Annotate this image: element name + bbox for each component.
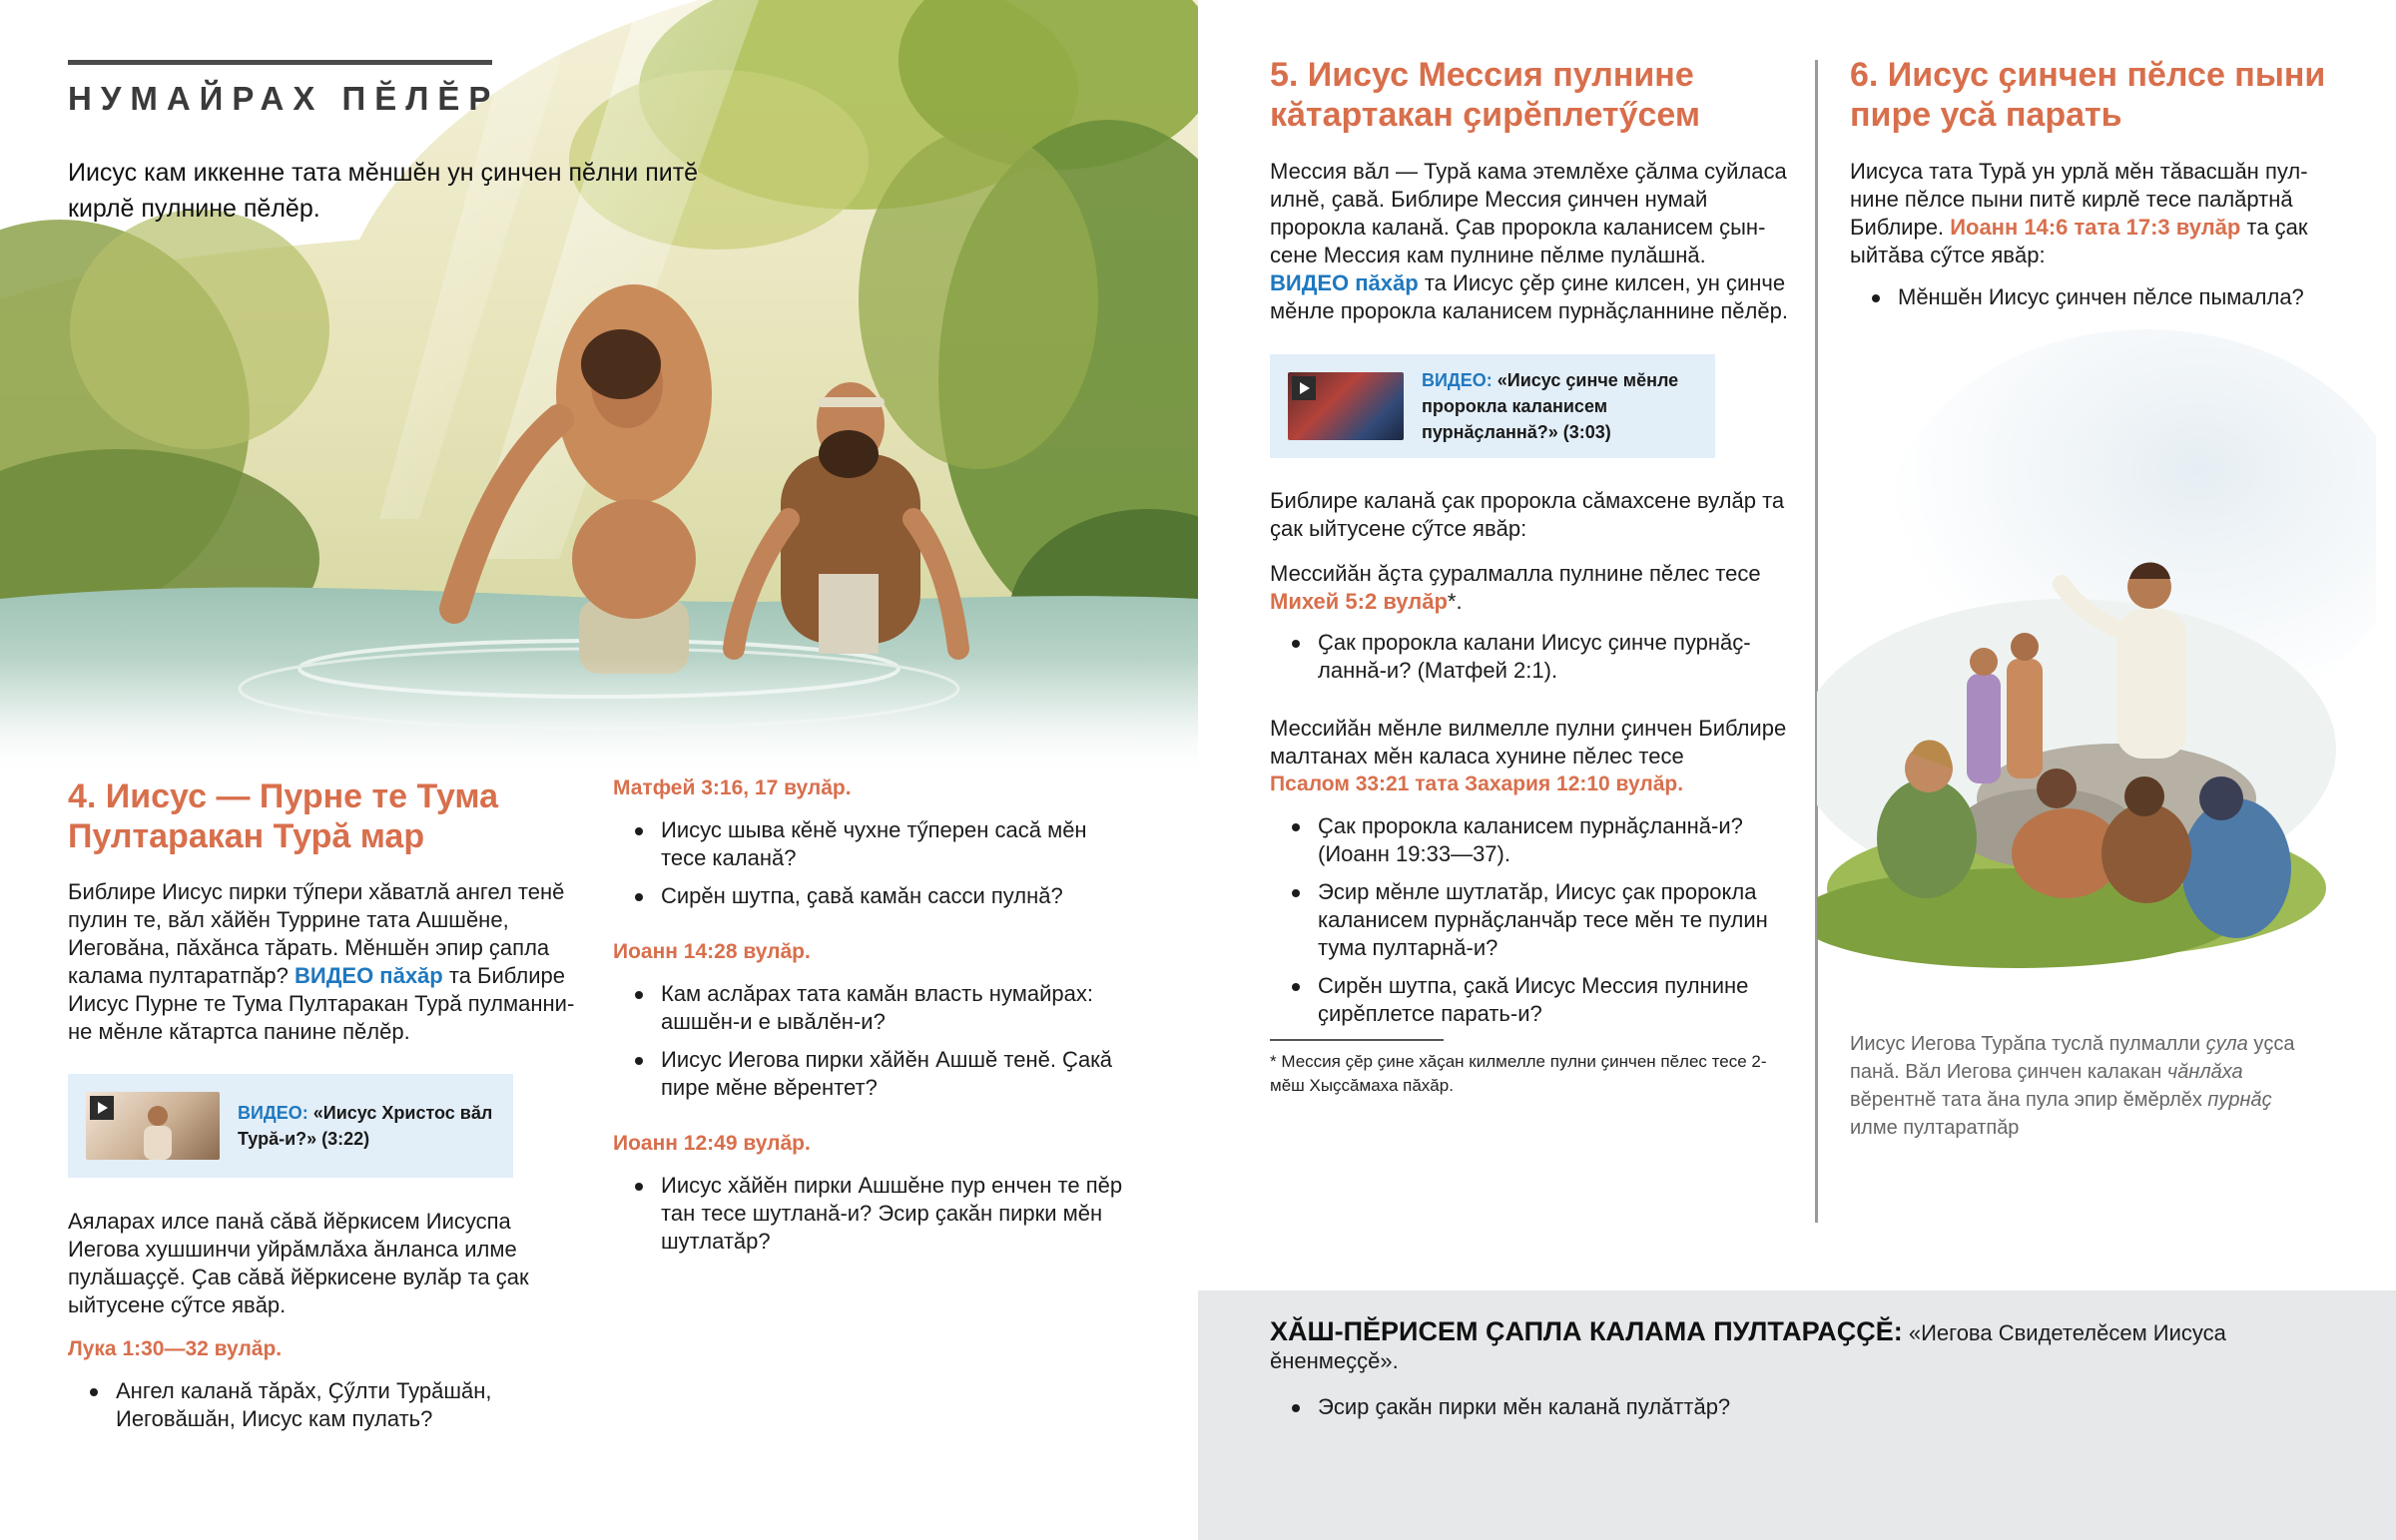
caption-part-1: Иисус Иегова Турăпа туслă пулмалли <box>1850 1033 2206 1055</box>
question-john-12-49: Иисус хăйĕн пирки Ашшĕне пур енчен те пĕр тан тесе шутланă-и? Эсир ҫакăн пирки мĕн шутлатăр? <box>613 1172 1132 1256</box>
section-4-title <box>68 776 627 856</box>
scripture-ref-john-14-6: Иоанн 14:6 тата 17:3 вулăр <box>1950 215 2241 240</box>
caption-italic-2: чăнлăха <box>2166 1061 2243 1083</box>
section-6-title-line1: 6. Иисус ҫинчен пĕлсе пыни <box>1850 56 2326 94</box>
section-5-title-line1: 5. Иисус Мессия пулнине <box>1270 56 1694 94</box>
footnote-marker: *. <box>1447 589 1463 614</box>
objection-question: Эсир ҫакăн пирки мĕн каланă пулăттăр? <box>1270 1393 2168 1421</box>
sermon-illustration <box>1817 329 2376 998</box>
objection-questions <box>1270 1393 2168 1431</box>
question-matthew-2: Сирĕн шутпа, ҫавă камăн сасси пулнă? <box>613 882 1132 910</box>
objection-title: ХĂШ-ПĔРИСЕМ ҪАПЛА КАЛАМА ПУЛТАРАҪҪĔ: <box>1270 1316 1903 1346</box>
section-5-paragraph-1 <box>1270 158 1789 325</box>
section-6-p1-tail: та ҫак ыйтăва сӳтсе явăр: <box>1850 215 2308 267</box>
section-5-title <box>1270 55 1789 135</box>
question-psalm-2: Эсир мĕнле шутлатăр, Иисус ҫак пророкла каланисем пурнăҫланчăр тесе мĕн те пулин тума пултарнă-и? <box>1270 878 1789 962</box>
section-5-p1-text: Мессия вăл — Турă кама этемлĕхе ҫăлма суйласа илнĕ, ҫавă. Библире Мессия ҫинчен нумай пророкла каланă. Ҫав пророкла каланисем ҫынсене Мессия кам пулнине пĕлме пулăшнă. <box>1270 159 1787 267</box>
question-matthew-1: Иисус шыва кĕнĕ чухне тӳперен сасă мĕн тесе каланă? <box>613 816 1132 872</box>
video-caption <box>238 1100 495 1152</box>
section-4-paragraph-1 <box>68 878 587 1046</box>
question-micah: Ҫак пророкла калани Иисус ҫинче пурнăҫланнă-и? (Матфей 2:1). <box>1270 629 1789 685</box>
question-luke: Ангел каланă тăрăх, Ҫӳлти Турăшăн, Иеговăшăн, Иисус кам пулать? <box>68 1377 587 1433</box>
questions-matthew <box>613 816 1132 920</box>
caption-italic-3: пурнăҫ <box>2207 1089 2272 1111</box>
video-thumbnail-prophecy[interactable] <box>1288 372 1404 440</box>
intro-text: Иисус кам иккенне тата мĕншĕн ун ҫинчен пĕлни питĕ кирлĕ пулнине пĕлĕр. <box>68 159 699 223</box>
video-card-christ[interactable] <box>68 1074 513 1178</box>
section-5-p1-tail: та Иисус ҫĕр ҫине килсен, ун ҫинче мĕнле пророкла каланисем пурнăҫланнине пĕлĕр. <box>1270 270 1788 323</box>
caption-part-3: вĕрентнĕ тата ăна пула эпир ĕмĕрлĕх <box>1850 1089 2208 1111</box>
section-6-paragraph <box>1850 158 2329 269</box>
questions-luke <box>68 1377 587 1443</box>
question-psalm-1: Ҫак пророкла каланисем пурнăҫланнă-и? (Иоанн 19:33—37). <box>1270 812 1789 868</box>
caption-italic-1: ҫула <box>2205 1033 2248 1055</box>
questions-john-14-28 <box>613 980 1132 1112</box>
video-link[interactable]: ВИДЕО пăхăр <box>295 963 443 988</box>
video-label: ВИДЕО: <box>238 1103 308 1123</box>
section-4-paragraph-2: Аяларах илсе панă сăвă йĕркисем Иисуспа Иегова хушшинчи уйрăмлăха ăнланса илме пулăшаҫҫĕ. Ҫав сăвă йĕркисене вулăр та ҫак ыйтусене сӳтсе явăр. <box>68 1209 529 1317</box>
footnote-rule <box>1270 1039 1444 1041</box>
section-4-title-line2: Пултаракан Турă мар <box>68 817 425 855</box>
scripture-ref-john-12-49: Иоанн 12:49 вулăр. <box>613 1132 811 1155</box>
video-title-prophecy: «Иисус ҫинче мĕнле пророкла каланисем пурнăҫланнă?» (3:03) <box>1422 370 1679 442</box>
video-label-prophecy: ВИДЕО: <box>1422 370 1493 390</box>
scripture-ref-luke: Лука 1:30—32 вулăр. <box>68 1337 283 1360</box>
section-5-paragraph-2: Библире каланă ҫак пророкла сăмахсене вулăр та ҫак ыйтусене сӳтсе явăр: <box>1270 488 1785 541</box>
section-5-title-line2: кăтартакан ҫирĕплетӳсем <box>1270 96 1700 134</box>
caption-part-2: уҫса панă. Вăл Иегова ҫинчен калакан <box>1850 1033 2295 1083</box>
video-title: «Иисус Христос вăл Турă-и?» (3:22) <box>238 1103 493 1149</box>
question-section-6: Мĕншĕн Иисус ҫинчен пĕлсе пымалла? <box>1850 283 2329 311</box>
section-4-p1-text: Библире Иисус пирки тӳпери хăватлă ангел тенĕ пулин те, вăл хăйĕн Туррине тата Ашшĕне, Иеговăна, пăхăнса тăрать. Мĕншĕн эпир ҫапла калама пултаратпăр? <box>68 879 565 988</box>
questions-section-6 <box>1850 283 2329 321</box>
section-5-p3-text: Мессийăн ăҫта ҫуралмалла пулнине пĕлес тесе <box>1270 561 1761 586</box>
questions-psalm <box>1270 812 1789 1038</box>
illustration-caption <box>1850 1030 2319 1142</box>
section-4-title-line1: 4. Иисус — Пурне те Тума <box>68 777 499 815</box>
scripture-ref-micah: Михей 5:2 вулăр <box>1270 589 1448 614</box>
questions-micah <box>1270 629 1789 695</box>
video-card-prophecy[interactable] <box>1270 354 1715 458</box>
objection-quote: «Иегова Свидетелĕсем Иисуса ĕненмеҫҫĕ». <box>1270 1320 2226 1373</box>
section-6-title <box>1850 55 2349 135</box>
video-caption-prophecy <box>1422 367 1697 445</box>
section-6-title-line2: пире усă парать <box>1850 96 2122 134</box>
question-psalm-3: Сирĕн шутпа, ҫакă Иисус Мессия пулнине ҫирĕплетсе парать-и? <box>1270 972 1789 1028</box>
section-5-paragraph-3 <box>1270 560 1789 616</box>
scripture-ref-john-14-28: Иоанн 14:28 вулăр. <box>613 940 811 963</box>
video-thumbnail[interactable] <box>86 1092 220 1160</box>
section-4-p1-tail: та Библире Иисус Пурне те Тума Пултаракан Турă пулманнине мĕнле кăтартса панине пĕлĕр. <box>68 963 575 1044</box>
video-link-prophecy[interactable]: ВИДЕО пăхăр <box>1270 270 1419 295</box>
section-5-paragraph-4: Мессийăн мĕнле вилмелле пулни ҫинчен Библире малтанах мĕн каласа хунине пĕлес тесе <box>1270 716 1787 769</box>
thumbnail-figure <box>86 1092 220 1160</box>
caption-part-4: илме пултаратпăр <box>1850 1117 2020 1139</box>
question-john-14-28-2: Иисус Иегова пирки хăйĕн Ашшĕ тенĕ. Ҫакă пире мĕне вĕрентет? <box>613 1046 1132 1102</box>
footnote: * Мессия ҫĕр ҫине хăҫан килмелле пулни ҫинчен пĕлес тесе 2-мĕш Хыҫсăмаха пăхăр. <box>1270 1052 1767 1095</box>
objection-heading <box>1270 1317 2268 1375</box>
section-6-p1-text: Иисуса тата Турă ун урлă мĕн тăвасшăн пулнине пĕлсе пыни питĕ кирлĕ тесе палăртнă Библире. <box>1850 159 2308 240</box>
scripture-ref-matthew: Матфей 3:16, 17 вулăр. <box>613 776 852 799</box>
scripture-ref-psalm: Псалом 33:21 тата Захария 12:10 вулăр. <box>1270 772 1684 795</box>
question-john-14-28-1: Кам аслăрах тата камăн власть нумайрах: ашшĕн-и е ывăлĕн-и? <box>613 980 1132 1036</box>
kicker-rule <box>68 60 492 65</box>
play-icon[interactable] <box>1292 376 1316 400</box>
page-kicker: НУМАЙРАХ ПĔЛĔР <box>68 80 500 117</box>
questions-john-12-49 <box>613 1172 1132 1266</box>
